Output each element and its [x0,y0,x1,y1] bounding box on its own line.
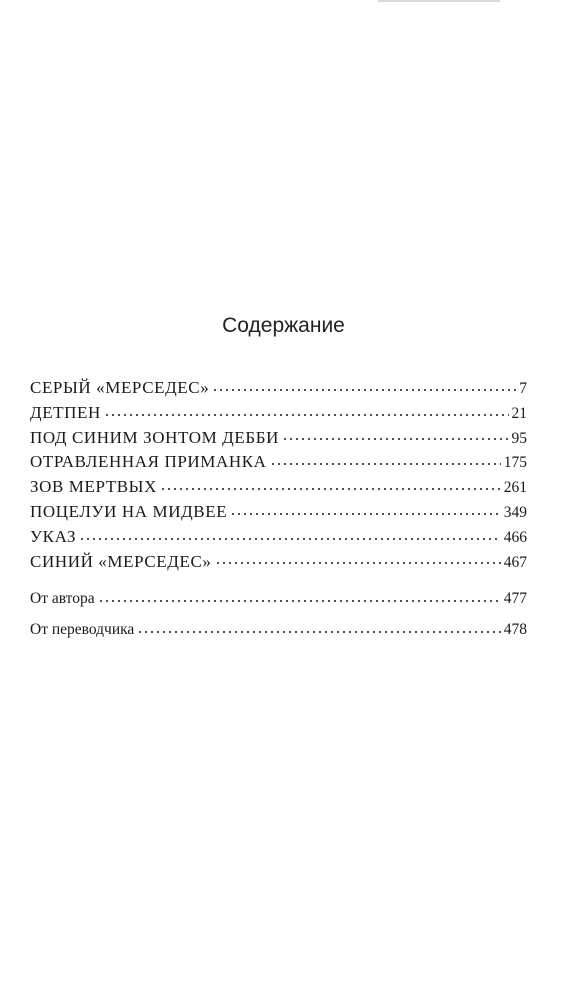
toc-extra-page: 478 [503,621,527,639]
toc-entry-title: СИНИЙ «МЕРСЕДЕС» [30,551,212,571]
toc-entry-title: ДЕТПЕН [30,402,101,422]
toc-entry-page: 467 [503,553,527,571]
toc-entry [30,401,527,426]
toc-extra-entry [30,618,527,641]
toc-entry-page: 261 [503,479,527,497]
toc-entry-page: 95 [511,429,527,447]
scan-edge-mark [378,0,500,2]
toc-entry [30,525,527,550]
toc-extra-title: От автора [30,590,95,608]
dot-leader [282,428,509,445]
toc-entry [30,426,527,451]
dot-leader [215,552,501,569]
toc-entry-page: 175 [503,454,527,472]
toc-entry-page: 349 [503,503,527,521]
toc-entry-title: ОТРАВЛЕННАЯ ПРИМАНКА [30,452,267,472]
toc-extra-entry [30,587,527,610]
toc-entry-page: 466 [503,528,527,546]
toc-entry-title: ПОЦЕЛУИ НА МИДВЕЕ [30,501,228,521]
toc-entry [30,475,527,500]
dot-leader [104,403,509,420]
page-title: Содержание [222,314,345,337]
dot-leader [212,378,516,395]
dot-leader [270,452,501,469]
toc-entry [30,450,527,475]
dot-leader [98,590,501,606]
toc-entry-title: УКАЗ [30,526,77,546]
dot-leader [160,477,501,494]
dot-leader [79,527,501,544]
toc-extra-title: От переводчика [30,621,135,639]
toc-entry-title: ЗОВ МЕРТВЫХ [30,477,157,497]
toc-entry-page: 7 [519,380,527,397]
toc-entry-title: СЕРЫЙ «МЕРСЕДЕС» [30,378,210,397]
toc-entry-title: ПОД СИНИМ ЗОНТОМ ДЕББИ [30,427,279,447]
dot-leader [230,502,501,519]
toc-entry [30,550,527,575]
toc-entry-page: 21 [511,404,527,422]
toc-entry [30,376,527,401]
dot-leader [137,621,500,637]
toc-entry [30,500,527,525]
table-of-contents [30,376,527,641]
toc-extra-page: 477 [503,590,527,608]
